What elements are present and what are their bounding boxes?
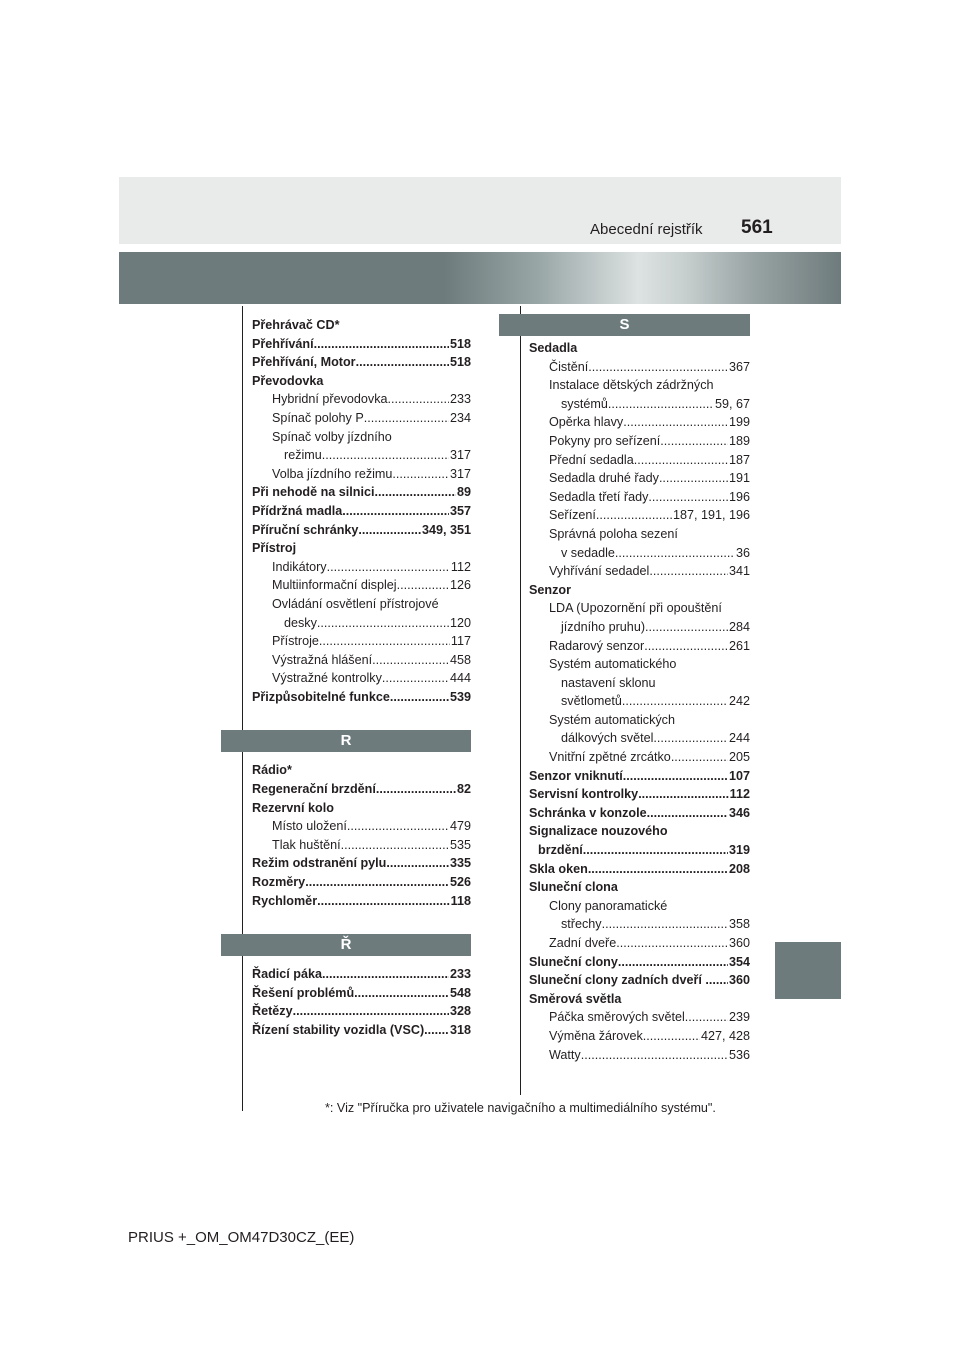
index-entry bbox=[252, 817, 471, 836]
index-entry-term: Tlak huštění bbox=[272, 837, 341, 852]
index-entry-term: Signalizace nouzového bbox=[529, 824, 668, 839]
index-entry bbox=[529, 971, 750, 990]
index-entry-page: 367 bbox=[728, 359, 750, 374]
index-entry-term: Sluneční clony zadních dveří .. bbox=[529, 973, 713, 988]
index-entry-page: 205 bbox=[728, 750, 750, 765]
dot-leader bbox=[712, 971, 728, 990]
index-entry-term: režimu bbox=[284, 448, 322, 463]
dot-leader bbox=[608, 395, 714, 414]
index-entry bbox=[529, 358, 750, 377]
index-entry-term: Vnitřní zpětné zrcátko bbox=[549, 750, 671, 765]
index-entry bbox=[252, 669, 471, 688]
footnote: *: Viz "Příručka pro uživatele navigačního a multimediálního systému". bbox=[325, 1101, 716, 1115]
dot-leader bbox=[322, 965, 449, 984]
index-entry-term: Příruční schránky bbox=[252, 522, 359, 537]
index-entry-page: 357 bbox=[449, 503, 471, 518]
dot-leader bbox=[659, 469, 728, 488]
index-entry-term: Při nehodě na silnici bbox=[252, 485, 375, 500]
index-entry-term: Směrová světla bbox=[529, 991, 622, 1006]
index-entry bbox=[252, 521, 471, 540]
index-entry bbox=[252, 965, 471, 984]
index-entry-term: nastavení sklonu bbox=[561, 675, 656, 690]
index-entry-page: 518 bbox=[449, 336, 471, 351]
index-entry-page: 535 bbox=[449, 837, 471, 852]
index-entry-page: 234 bbox=[449, 410, 471, 425]
index-entry bbox=[252, 446, 471, 465]
index-entry-page: 126 bbox=[449, 578, 471, 593]
dot-leader bbox=[386, 854, 449, 873]
index-entry bbox=[529, 674, 750, 693]
index-entry-term: Řetězy bbox=[252, 1004, 293, 1019]
index-entry bbox=[529, 822, 750, 841]
index-entry-term: Rezervní kolo bbox=[252, 800, 334, 815]
dot-leader bbox=[581, 1046, 728, 1065]
index-entry bbox=[252, 873, 471, 892]
dot-leader bbox=[314, 335, 449, 354]
index-entry bbox=[252, 595, 471, 614]
index-entry-term: Spínač polohy P bbox=[272, 410, 364, 425]
index-entry bbox=[529, 1046, 750, 1065]
index-entry-page: 427, 428 bbox=[700, 1028, 750, 1043]
dot-leader bbox=[647, 804, 728, 823]
dot-leader bbox=[638, 785, 728, 804]
index-entry bbox=[252, 409, 471, 428]
index-entry-page: 319 bbox=[728, 843, 750, 858]
index-entry bbox=[252, 836, 471, 855]
index-entry-term: Multiinformační displej bbox=[272, 578, 397, 593]
index-entry bbox=[529, 748, 750, 767]
index-entry-page: 82 bbox=[456, 782, 471, 797]
dot-leader bbox=[372, 651, 449, 670]
index-entry-term: střechy bbox=[561, 917, 602, 932]
index-entry-term: Sluneční clona bbox=[529, 880, 618, 895]
index-entry bbox=[529, 1008, 750, 1027]
index-column-1 bbox=[252, 316, 471, 1040]
dot-leader bbox=[634, 451, 728, 470]
section-head-ř: Ř bbox=[221, 934, 471, 956]
index-entry bbox=[529, 1027, 750, 1046]
index-entry bbox=[252, 1002, 471, 1021]
dot-leader bbox=[341, 836, 449, 855]
dot-leader bbox=[293, 1002, 449, 1021]
index-entry bbox=[252, 632, 471, 651]
index-entry-term: Systém automatických bbox=[549, 712, 675, 727]
index-entry bbox=[252, 335, 471, 354]
index-entry-page: 187 bbox=[728, 452, 750, 467]
index-entry-page: 328 bbox=[449, 1004, 471, 1019]
index-entry bbox=[252, 539, 471, 558]
index-entry bbox=[529, 506, 750, 525]
index-entry-term: Skla oken bbox=[529, 861, 588, 876]
index-entry-term: Opěrka hlavy bbox=[549, 415, 624, 430]
index-entry bbox=[529, 413, 750, 432]
index-entry-term: Instalace dětských zádržných bbox=[549, 378, 714, 393]
index-entry-term: Přístroj bbox=[252, 541, 297, 556]
dot-leader bbox=[643, 1027, 700, 1046]
index-entry bbox=[529, 804, 750, 823]
index-entry-term: Rádio* bbox=[252, 763, 292, 778]
index-entry-term: Řízení stability vozidla (VSC).. bbox=[252, 1023, 432, 1037]
index-entry-term: Servisní kontrolky bbox=[529, 787, 639, 802]
dot-leader bbox=[397, 576, 449, 595]
dot-leader bbox=[390, 688, 449, 707]
index-entry bbox=[529, 692, 750, 711]
dot-leader bbox=[382, 669, 449, 688]
index-entry-term: Páčka směrových světel bbox=[549, 1010, 685, 1025]
index-entry bbox=[529, 339, 750, 358]
dot-leader bbox=[305, 873, 449, 892]
dot-leader bbox=[364, 409, 449, 428]
dot-leader bbox=[660, 432, 728, 451]
index-entry-term: světlometů bbox=[561, 694, 622, 709]
page-title: Abecední rejstřík bbox=[590, 221, 703, 238]
index-entry-term: Watty bbox=[549, 1047, 581, 1062]
index-entry-term: Přizpůsobitelné funkce bbox=[252, 689, 390, 704]
dot-leader bbox=[342, 502, 449, 521]
index-entry-term: Pokyny pro seřízení bbox=[549, 433, 661, 448]
index-entry bbox=[529, 451, 750, 470]
index-entry-page: 242 bbox=[728, 694, 750, 709]
index-entry-term: Zadní dveře bbox=[549, 936, 617, 950]
index-entry-term: Indikátory bbox=[272, 559, 327, 574]
index-entry-page: 284 bbox=[728, 619, 750, 634]
index-entry bbox=[252, 502, 471, 521]
index-entry-page: 244 bbox=[728, 731, 750, 746]
index-entry-term: Režim odstranění pylu bbox=[252, 856, 387, 871]
dot-leader bbox=[356, 353, 449, 372]
dot-leader bbox=[354, 984, 449, 1003]
index-entry-term: Senzor vniknutí bbox=[529, 768, 623, 783]
index-entry-page: 117 bbox=[450, 634, 471, 649]
index-entry-term: Přídržná madla bbox=[252, 503, 343, 518]
index-entry-term: Senzor bbox=[529, 582, 571, 597]
index-entry bbox=[529, 878, 750, 897]
index-entry bbox=[529, 860, 750, 879]
index-entry bbox=[529, 618, 750, 637]
index-entry-page: 196 bbox=[728, 489, 750, 504]
index-entry bbox=[252, 761, 471, 780]
dot-leader bbox=[327, 558, 450, 577]
index-entry-page: 36 bbox=[735, 545, 750, 560]
index-entry-page: 349, 351 bbox=[421, 522, 471, 537]
dot-leader bbox=[358, 521, 421, 540]
index-column-2 bbox=[529, 339, 750, 1064]
index-entry-term: Řešení problémů bbox=[252, 985, 355, 1000]
index-entry bbox=[252, 892, 471, 911]
index-entry-term: dálkových světel bbox=[561, 731, 654, 746]
index-entry bbox=[252, 854, 471, 873]
dot-leader bbox=[596, 506, 672, 525]
index-entry-term: Přístroje bbox=[272, 634, 319, 649]
dot-leader bbox=[623, 767, 728, 786]
index-entry-term: Radarový senzor bbox=[549, 638, 645, 653]
dot-leader bbox=[317, 892, 450, 911]
index-entry-term: desky bbox=[284, 615, 317, 630]
index-entry bbox=[529, 785, 750, 804]
index-entry-term: Přední sedadla bbox=[549, 452, 634, 467]
index-entry-page: 360 bbox=[728, 973, 750, 988]
index-entry bbox=[529, 729, 750, 748]
index-entry-term: Volba jízdního režimu bbox=[272, 466, 393, 481]
index-entry bbox=[529, 953, 750, 972]
index-entry-page: 317 bbox=[449, 466, 471, 481]
index-entry-term: LDA (Upozornění při opouštění bbox=[549, 601, 722, 616]
index-entry-page: 112 bbox=[450, 559, 471, 574]
index-entry-page: 261 bbox=[728, 638, 750, 653]
index-entry-page: 189 bbox=[728, 433, 750, 448]
index-entry bbox=[529, 990, 750, 1009]
index-entry-page: 89 bbox=[456, 485, 471, 500]
index-entry-page: 458 bbox=[449, 652, 471, 667]
column-divider-left bbox=[242, 306, 243, 1111]
index-entry bbox=[529, 395, 750, 414]
section-head-r: R bbox=[221, 730, 471, 752]
dot-leader bbox=[623, 413, 728, 432]
index-entry-page: 346 bbox=[728, 805, 750, 820]
index-entry-page: 318 bbox=[449, 1023, 471, 1037]
index-entry bbox=[252, 780, 471, 799]
dot-leader bbox=[615, 544, 735, 563]
index-entry-page: 479 bbox=[449, 819, 471, 834]
index-entry-term: Řadicí páka bbox=[252, 967, 322, 982]
index-entry-term: Regenerační brzdění bbox=[252, 782, 376, 797]
dot-leader bbox=[653, 729, 728, 748]
index-entry bbox=[252, 483, 471, 502]
index-entry-term: Výstražné kontrolky bbox=[272, 671, 382, 686]
index-entry-term: Systém automatického bbox=[549, 657, 677, 672]
index-entry bbox=[529, 915, 750, 934]
section-head-s: S bbox=[499, 314, 750, 336]
decorative-gradient-band bbox=[119, 252, 841, 304]
index-entry-page: 358 bbox=[728, 917, 750, 932]
index-entry bbox=[529, 655, 750, 674]
index-entry-term: Převodovka bbox=[252, 373, 324, 388]
dot-leader bbox=[602, 915, 728, 934]
index-entry bbox=[529, 469, 750, 488]
page-number: 561 bbox=[741, 217, 773, 238]
dot-leader bbox=[392, 465, 449, 484]
index-entry-term: jízdního pruhu) bbox=[561, 619, 646, 634]
index-entry bbox=[529, 562, 750, 581]
index-entry-page: 233 bbox=[449, 392, 471, 407]
index-entry-term: v sedadle bbox=[561, 545, 615, 560]
dot-leader bbox=[317, 614, 449, 633]
index-entry bbox=[529, 488, 750, 507]
index-entry bbox=[252, 558, 471, 577]
document-code: PRIUS +_OM_OM47D30CZ_(EE) bbox=[128, 1229, 355, 1246]
index-entry-page: 335 bbox=[449, 856, 471, 871]
index-entry bbox=[529, 525, 750, 544]
index-entry-term: Rozměry bbox=[252, 875, 306, 890]
index-entry bbox=[252, 1021, 471, 1040]
index-entry-term: Hybridní převodovka bbox=[272, 392, 388, 407]
dot-leader bbox=[374, 483, 456, 502]
index-entry bbox=[529, 934, 750, 953]
index-entry-term: Spínač volby jízdního bbox=[272, 429, 392, 444]
index-entry bbox=[529, 544, 750, 563]
index-entry-term: Sedadla bbox=[529, 341, 578, 355]
index-entry bbox=[529, 841, 750, 860]
index-entry-term: Sluneční clony bbox=[529, 954, 618, 969]
index-entry-page: 317 bbox=[449, 448, 471, 463]
index-entry-term: Sedadla druhé řady bbox=[549, 471, 659, 486]
index-entry-page: 526 bbox=[449, 875, 471, 890]
index-entry bbox=[252, 428, 471, 447]
index-entry bbox=[252, 799, 471, 818]
column-divider-middle bbox=[520, 306, 521, 1095]
index-entry bbox=[252, 984, 471, 1003]
index-entry bbox=[252, 372, 471, 391]
header-band bbox=[119, 177, 841, 244]
index-entry-term: Čistění bbox=[549, 359, 589, 374]
index-entry-page: 536 bbox=[728, 1047, 750, 1062]
index-entry-term: Ovládání osvětlení přístrojové bbox=[272, 596, 439, 611]
dot-leader bbox=[649, 562, 728, 581]
dot-leader bbox=[644, 637, 728, 656]
index-entry bbox=[252, 651, 471, 670]
index-entry-term: brzdění bbox=[538, 843, 583, 858]
index-entry-term: Sedadla třetí řady bbox=[549, 489, 649, 504]
index-entry bbox=[252, 465, 471, 484]
index-entry-page: 360 bbox=[728, 936, 750, 950]
dot-leader bbox=[616, 934, 728, 953]
index-entry bbox=[529, 581, 750, 600]
index-entry-term: Rychloměr bbox=[252, 893, 318, 908]
index-entry-term: systémů bbox=[561, 396, 608, 411]
index-entry-page: 444 bbox=[449, 671, 471, 686]
index-entry bbox=[529, 711, 750, 730]
index-entry bbox=[252, 614, 471, 633]
index-entry-page: 518 bbox=[449, 355, 471, 370]
index-entry-term: Správná poloha sezení bbox=[549, 526, 678, 541]
dot-leader bbox=[319, 632, 450, 651]
index-entry bbox=[252, 390, 471, 409]
index-entry bbox=[252, 353, 471, 372]
index-entry bbox=[529, 376, 750, 395]
dot-leader bbox=[685, 1008, 728, 1027]
index-entry bbox=[529, 897, 750, 916]
dot-leader bbox=[618, 953, 728, 972]
dot-leader bbox=[648, 488, 728, 507]
index-entry-page: 233 bbox=[449, 967, 471, 982]
index-entry-page: 341 bbox=[728, 564, 750, 579]
index-entry-page: 59, 67 bbox=[714, 396, 750, 411]
index-entry-page: 120 bbox=[449, 615, 471, 630]
index-entry-term: Seřízení bbox=[549, 508, 596, 523]
dot-leader bbox=[671, 748, 728, 767]
index-entry-page: 239 bbox=[728, 1010, 750, 1025]
index-entry-term: Schránka v konzole bbox=[529, 805, 647, 820]
index-entry-page: 118 bbox=[450, 893, 471, 908]
chapter-tab bbox=[775, 942, 841, 999]
index-entry-page: 199 bbox=[728, 415, 750, 430]
index-entry-page: 539 bbox=[449, 689, 471, 704]
index-entry bbox=[252, 316, 471, 335]
index-entry-term: Přehřívání, Motor bbox=[252, 355, 356, 370]
index-entry-term: Místo uložení bbox=[272, 819, 347, 834]
dot-leader bbox=[388, 390, 449, 409]
index-entry-page: 187, 191, 196 bbox=[672, 508, 750, 523]
index-entry-page: 107 bbox=[728, 768, 750, 783]
index-entry bbox=[529, 637, 750, 656]
index-entry-page: 208 bbox=[728, 861, 750, 876]
dot-leader bbox=[431, 1021, 449, 1040]
index-entry-page: 548 bbox=[449, 985, 471, 1000]
index-entry bbox=[529, 432, 750, 451]
dot-leader bbox=[645, 618, 728, 637]
index-entry bbox=[529, 599, 750, 618]
index-entry-term: Výměna žárovek bbox=[549, 1028, 643, 1043]
index-entry-term: Přehrávač CD* bbox=[252, 318, 340, 332]
index-entry-term: Clony panoramatické bbox=[549, 898, 668, 913]
dot-leader bbox=[376, 780, 456, 799]
index-entry bbox=[529, 767, 750, 786]
dot-leader bbox=[588, 358, 728, 377]
dot-leader bbox=[322, 446, 449, 465]
dot-leader bbox=[347, 817, 449, 836]
index-entry-page: 354 bbox=[728, 954, 750, 969]
dot-leader bbox=[622, 692, 728, 711]
dot-leader bbox=[583, 841, 728, 860]
index-entry bbox=[252, 688, 471, 707]
index-entry-page: 112 bbox=[729, 787, 750, 802]
index-entry-term: Vyhřívání sedadel bbox=[549, 564, 650, 579]
index-entry bbox=[252, 576, 471, 595]
index-entry-page: 191 bbox=[728, 471, 750, 486]
index-entry-term: Přehřívání bbox=[252, 336, 314, 351]
dot-leader bbox=[588, 860, 728, 879]
index-entry-term: Výstražná hlášení bbox=[272, 652, 373, 667]
